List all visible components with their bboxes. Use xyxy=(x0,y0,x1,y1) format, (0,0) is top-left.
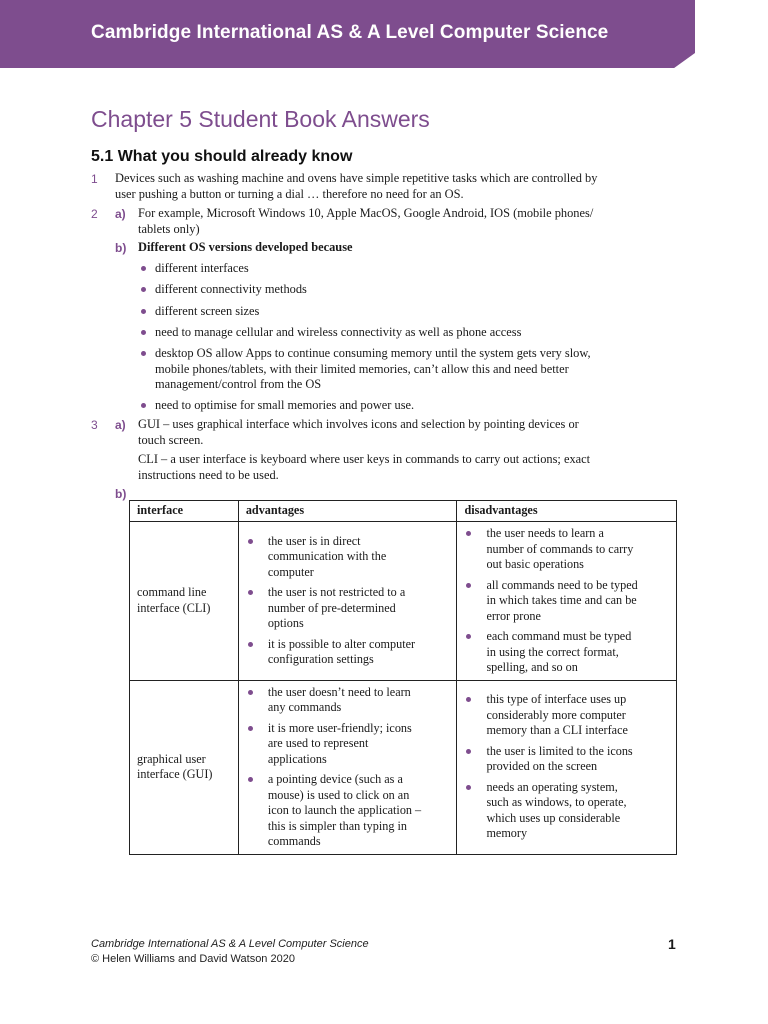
text-line: interface (CLI) xyxy=(137,600,211,615)
question-2b-heading: Different OS versions developed because xyxy=(138,240,353,254)
text-line: touch screen. xyxy=(138,432,204,447)
text-line: tablets only) xyxy=(138,221,200,236)
table-row-gui xyxy=(130,680,677,854)
list-item xyxy=(464,629,670,676)
text-line: needs an operating system, xyxy=(486,779,618,794)
text-line: considerably more computer xyxy=(486,707,626,722)
text-line: the user is limited to the icons xyxy=(486,743,633,758)
text-line: commands xyxy=(267,834,321,848)
table-header-row xyxy=(130,501,677,522)
list-item xyxy=(464,526,670,573)
text-line: number of commands to carry xyxy=(486,541,634,556)
advantages-cell xyxy=(238,522,457,681)
question-2a-label: a) xyxy=(115,207,126,221)
text-line: the user is not restricted to a xyxy=(267,585,406,600)
question-2a-answer xyxy=(138,206,678,237)
chapter-title: Chapter 5 Student Book Answers xyxy=(91,106,430,132)
text-line: the user is in direct xyxy=(267,533,361,548)
text-line: in which takes time and can be xyxy=(486,593,637,607)
bullet-icon xyxy=(141,351,146,356)
text-line: which uses up considerable xyxy=(486,810,621,825)
text-line: interface (GUI) xyxy=(137,767,213,781)
bullet-icon xyxy=(141,330,146,335)
text-line: icon to launch the application – xyxy=(267,803,422,817)
interface-cell xyxy=(130,522,239,681)
footer-book-title: Cambridge International AS & A Level Computer Science xyxy=(91,938,369,950)
text-line: it is possible to alter computer xyxy=(267,636,416,651)
table-row-cli xyxy=(130,522,677,681)
question-3-number: 3 xyxy=(91,418,98,432)
question-1-number: 1 xyxy=(91,172,98,186)
text-line: configuration settings xyxy=(267,652,374,667)
interface-cell xyxy=(130,680,239,854)
text-line: computer xyxy=(267,564,314,579)
column-header-advantages: advantages xyxy=(238,501,457,522)
text-line: For example, Microsoft Windows 10, Apple MacOS, Google Android, IOS (mobile phones/ xyxy=(138,206,594,220)
text-line: it is more user-friendly; icons xyxy=(267,720,412,735)
footer-copyright: © Helen Williams and David Watson 2020 xyxy=(91,953,295,965)
question-3a-gui xyxy=(138,417,678,448)
advantages-list xyxy=(239,530,457,672)
list-item: different connectivity methods xyxy=(155,282,307,296)
text-line: options xyxy=(267,616,304,631)
bullet-icon xyxy=(141,287,146,292)
text-line: such as windows, to operate, xyxy=(486,795,627,810)
text-line: CLI – a user interface is keyboard where user keys in commands to carry out actions; exact xyxy=(138,452,591,466)
text-line: GUI – uses graphical interface which involves icons and selection by pointing devices or xyxy=(138,417,579,431)
list-item xyxy=(246,685,451,716)
disadvantages-cell xyxy=(457,522,677,681)
question-2-number: 2 xyxy=(91,207,98,221)
question-3b-label: b) xyxy=(115,487,127,501)
banner-title: Cambridge International AS & A Level Computer Science xyxy=(91,22,609,43)
text-line: spelling, and so on xyxy=(486,660,578,674)
list-item xyxy=(246,534,451,581)
bullet-icon xyxy=(141,403,146,408)
question-3a-cli xyxy=(138,452,678,483)
list-item: need to manage cellular and wireless connectivity as well as phone access xyxy=(155,325,522,339)
text-line: this is simpler than typing in xyxy=(267,818,407,833)
text-line: instructions need to be used. xyxy=(138,467,279,482)
text-line: this type of interface uses up xyxy=(486,692,627,707)
advantages-cell xyxy=(238,680,457,854)
list-item: need to optimise for small memories and power use. xyxy=(155,398,415,412)
text-line: memory than a CLI interface xyxy=(486,723,628,738)
text-line: mobile phones/tablets, with their limited memories, can’t allow this and need better xyxy=(155,361,569,376)
text-line: all commands need to be typed xyxy=(486,577,638,592)
text-line: user pushing a button or turning a dial … therefore no need for an OS. xyxy=(115,186,464,201)
disadvantages-list xyxy=(457,522,676,680)
text-line: Devices such as washing machine and ovens have simple repetitive tasks which are controlled by xyxy=(115,171,598,185)
text-line: command line xyxy=(137,585,207,600)
page-number: 1 xyxy=(668,936,676,952)
list-item xyxy=(246,585,451,632)
question-3a-label: a) xyxy=(115,418,126,432)
interface-comparison-table xyxy=(129,500,677,855)
list-item xyxy=(464,744,670,775)
list-item xyxy=(464,692,670,739)
text-line: error prone xyxy=(486,608,541,623)
text-line: desktop OS allow Apps to continue consuming memory until the system gets very slow, xyxy=(155,346,591,360)
text-line: provided on the screen xyxy=(486,759,598,774)
question-2b-label: b) xyxy=(115,241,127,255)
list-item xyxy=(246,637,451,668)
text-line: communication with the xyxy=(267,549,387,564)
text-line: are used to represent xyxy=(267,736,369,750)
list-item xyxy=(464,578,670,625)
list-item: different interfaces xyxy=(155,261,249,275)
list-item xyxy=(155,346,675,393)
list-item: different screen sizes xyxy=(155,304,260,318)
list-item xyxy=(464,780,670,842)
text-line: any commands xyxy=(267,700,342,714)
disadvantages-list xyxy=(457,688,676,846)
text-line: applications xyxy=(267,751,327,766)
text-line: memory xyxy=(486,826,528,841)
bullet-icon xyxy=(141,309,146,314)
text-line: the user needs to learn a xyxy=(486,526,604,540)
bullet-icon xyxy=(141,266,146,271)
text-line: out basic operations xyxy=(486,557,584,571)
text-line: in using the correct format, xyxy=(486,644,619,659)
text-line: management/control from the OS xyxy=(155,377,322,391)
text-line: a pointing device (such as a xyxy=(267,772,403,786)
list-item xyxy=(246,721,451,768)
column-header-interface: interface xyxy=(130,501,239,522)
section-title: 5.1 What you should already know xyxy=(91,148,353,165)
text-line: number of pre-determined xyxy=(267,600,396,615)
text-line: mouse) is used to click on an xyxy=(267,787,410,802)
column-header-disadvantages: disadvantages xyxy=(457,501,677,522)
advantages-list xyxy=(239,681,457,854)
question-1-answer xyxy=(115,171,675,202)
text-line: the user doesn’t need to learn xyxy=(267,684,411,699)
disadvantages-cell xyxy=(457,680,677,854)
footer xyxy=(91,937,369,967)
list-item xyxy=(246,772,451,850)
text-line: each command must be typed xyxy=(486,629,632,643)
text-line: graphical user xyxy=(137,751,206,766)
